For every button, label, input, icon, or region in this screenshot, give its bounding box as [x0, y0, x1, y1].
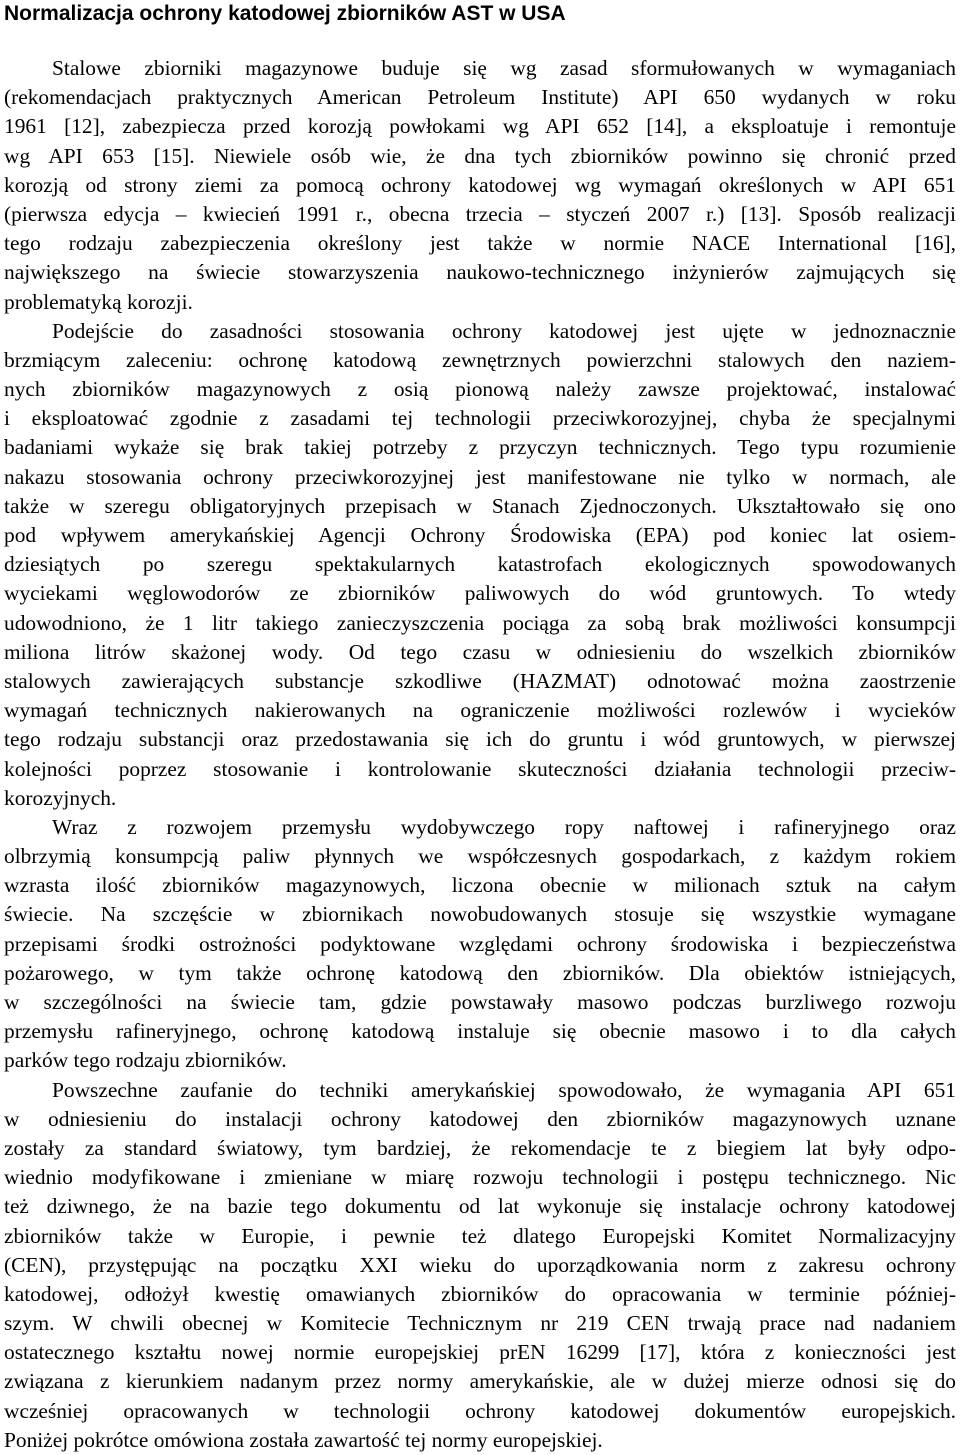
- paragraph-1: [4, 54, 956, 317]
- paragraph-line: brzmiącym zaleceniu: ochronę katodową zewnętrznych powierzchni stalowych den naziem-: [4, 347, 956, 372]
- title-spacer: [4, 26, 956, 54]
- paragraph-line: pożarowego, w tym także ochronę katodową den zbiorników. Dla obiektów istniejących,: [4, 960, 956, 985]
- paragraph-line: tego rodzaju substancji oraz przedostawania się ich do gruntu i wód gruntowych, w pierwszej: [4, 727, 956, 752]
- paragraph-line: tego rodzaju zabezpieczenia określony jest także w normie NACE International [16],: [4, 231, 956, 256]
- paragraph-line: wzrasta ilość zbiorników magazynowych, liczona obecnie w milionach sztuk na całym: [4, 873, 956, 898]
- paragraph-line: badaniami wykaże się brak takiej potrzeby z przyczyn technicznych. Tego typu rozumienie: [4, 435, 956, 460]
- paragraph-line: nakazu stosowania ochrony przeciwkorozyjnej jest manifestowane nie tylko w normach, ale: [4, 464, 956, 489]
- document-page: [4, 0, 956, 1455]
- paragraph-line: wiednio modyfikowane i zmieniane w miarę rozwoju technologii i postępu technicznego. Nic: [4, 1165, 956, 1190]
- paragraph-line: największego na świecie stowarzyszenia naukowo-technicznego inżynierów zajmujących się: [4, 260, 956, 285]
- paragraph-line: (rekomendacjach praktycznych American Petroleum Institute) API 650 wydanych w roku: [4, 85, 956, 110]
- paragraph-line: wyciekami węglowodorów ze zbiorników paliwowych do wód gruntowych. To wtedy: [4, 581, 956, 606]
- paragraph-3: [4, 813, 956, 1076]
- paragraph-2: [4, 317, 956, 813]
- paragraph-line: zbiorników także w Europie, i pewnie też dlatego Europejski Komitet Normalizacyjny: [4, 1223, 956, 1248]
- paragraph-line: stalowych zawierających substancje szkodliwe (HAZMAT) odnotować można zaostrzenie: [4, 668, 956, 693]
- paragraph-line: wg API 653 [15]. Niewiele osób wie, że dna tych zbiorników powinno się chronić przed: [4, 143, 956, 168]
- paragraph-line: świecie. Na szczęście w zbiornikach nowobudowanych stosuje się wszystkie wymagane: [4, 902, 956, 927]
- paragraph-line: pod wpływem amerykańskiej Agencji Ochrony Środowiska (EPA) pod koniec lat osiem-: [4, 523, 956, 547]
- paragraph-line: też dziwnego, że na bazie tego dokumentu od lat wykonuje się instalacje ochrony katodowej: [4, 1194, 956, 1219]
- paragraph-line: nych zbiorników magazynowych z osią pionową należy zawsze projektować, instalować: [4, 377, 956, 402]
- paragraph-line: udowodniono, że 1 litr takiego zanieczyszczenia pociąga za sobą brak możliwości konsumpcji: [4, 610, 956, 635]
- paragraph-line: związana z kierunkiem nadanym przez normy amerykańskie, ale w dużej mierze odnosi się do: [4, 1369, 956, 1394]
- paragraph-line: przemysłu rafineryjnego, ochronę katodową instaluje się obecnie masowo i to dla całych: [4, 1019, 956, 1044]
- paragraph-line: Podejście do zasadności stosowania ochrony katodowej jest ujęte w jednoznacznie: [52, 318, 956, 343]
- paragraph-line: wymagań technicznych nakierowanych na ograniczenie możliwości rozlewów i wycieków: [4, 698, 956, 723]
- paragraph-line: korozją od strony ziemi za pomocą ochrony katodowej wg wymagań określonych w API 651: [4, 172, 956, 197]
- paragraph-line: katodowej, odłożył kwestię omawianych zbiorników do opracowania w terminie później-: [4, 1281, 956, 1306]
- paragraph-4: [4, 1076, 956, 1455]
- paragraph-line: (pierwsza edycja – kwiecień 1991 r., obecna trzecia – styczeń 2007 r.) [13]. Sposób realizacji: [4, 201, 956, 226]
- paragraph-line: wcześniej opracowanych w technologii ochrony katodowej dokumentów europejskich.: [4, 1398, 956, 1423]
- paragraph-line: zostały za standard światowy, tym bardziej, że rekomendacje te z biegiem lat były odpo-: [4, 1135, 956, 1160]
- paragraph-line: dziesiątych po szeregu spektakularnych katastrofach ekologicznych spowodowanych: [4, 552, 956, 577]
- paragraph-line: ostatecznego kształtu nowej normie europejskiej prEN 16299 [17], która z konieczności jest: [4, 1340, 956, 1365]
- paragraph-line: Poniżej pokrótce omówiona została zawartość tej normy europejskiej.: [4, 1427, 603, 1452]
- paragraph-line: w odniesieniu do instalacji ochrony katodowej den zbiorników magazynowych uznane: [4, 1106, 956, 1131]
- paragraph-line: przepisami środki ostrożności podyktowane względami ochrony środowiska i bezpieczeństwa: [4, 931, 956, 956]
- paragraph-line: i eksploatować zgodnie z zasadami tej technologii przeciwkorozyjnej, chyba że specjalnymi: [4, 406, 956, 431]
- paragraph-line: także w szeregu obligatoryjnych przepisach w Stanach Zjednoczonych. Ukształtowało się ono: [4, 493, 956, 518]
- document-title: Normalizacja ochrony katodowej zbiorników AST w USA: [4, 2, 566, 25]
- paragraph-line: 1961 [12], zabezpiecza przed korozją powłokami wg API 652 [14], a eksploatuje i remontuje: [4, 114, 956, 139]
- paragraph-line: korozyjnych.: [4, 785, 117, 810]
- paragraph-line: (CEN), przystępując na początku XXI wieku do uporządkowania norm z zakresu ochrony: [4, 1252, 956, 1277]
- paragraph-line: parków tego rodzaju zbiorników.: [4, 1048, 287, 1073]
- document-body: [4, 54, 956, 1455]
- paragraph-line: szym. W chwili obecnej w Komitecie Technicznym nr 219 CEN trwają prace nad nadaniem: [4, 1311, 956, 1336]
- paragraph-line: Powszechne zaufanie do techniki amerykańskiej spowodowało, że wymagania API 651: [52, 1077, 956, 1102]
- paragraph-line: miliona litrów skażonej wody. Od tego czasu w odniesieniu do wszelkich zbiorników: [4, 639, 956, 664]
- paragraph-line: kolejności poprzez stosowanie i kontrolowanie skuteczności działania technologii przeciw-: [4, 756, 956, 781]
- paragraph-line: w szczególności na świecie tam, gdzie powstawały masowo podczas burzliwego rozwoju: [4, 990, 956, 1014]
- paragraph-line: Stalowe zbiorniki magazynowe buduje się wg zasad sformułowanych w wymaganiach: [52, 56, 956, 80]
- paragraph-line: problematyką korozji.: [4, 289, 193, 314]
- paragraph-line: Wraz z rozwojem przemysłu wydobywczego ropy naftowej i rafineryjnego oraz: [52, 814, 956, 839]
- paragraph-line: olbrzymią konsumpcją paliw płynnych we współczesnych gospodarkach, z każdym rokiem: [4, 844, 956, 869]
